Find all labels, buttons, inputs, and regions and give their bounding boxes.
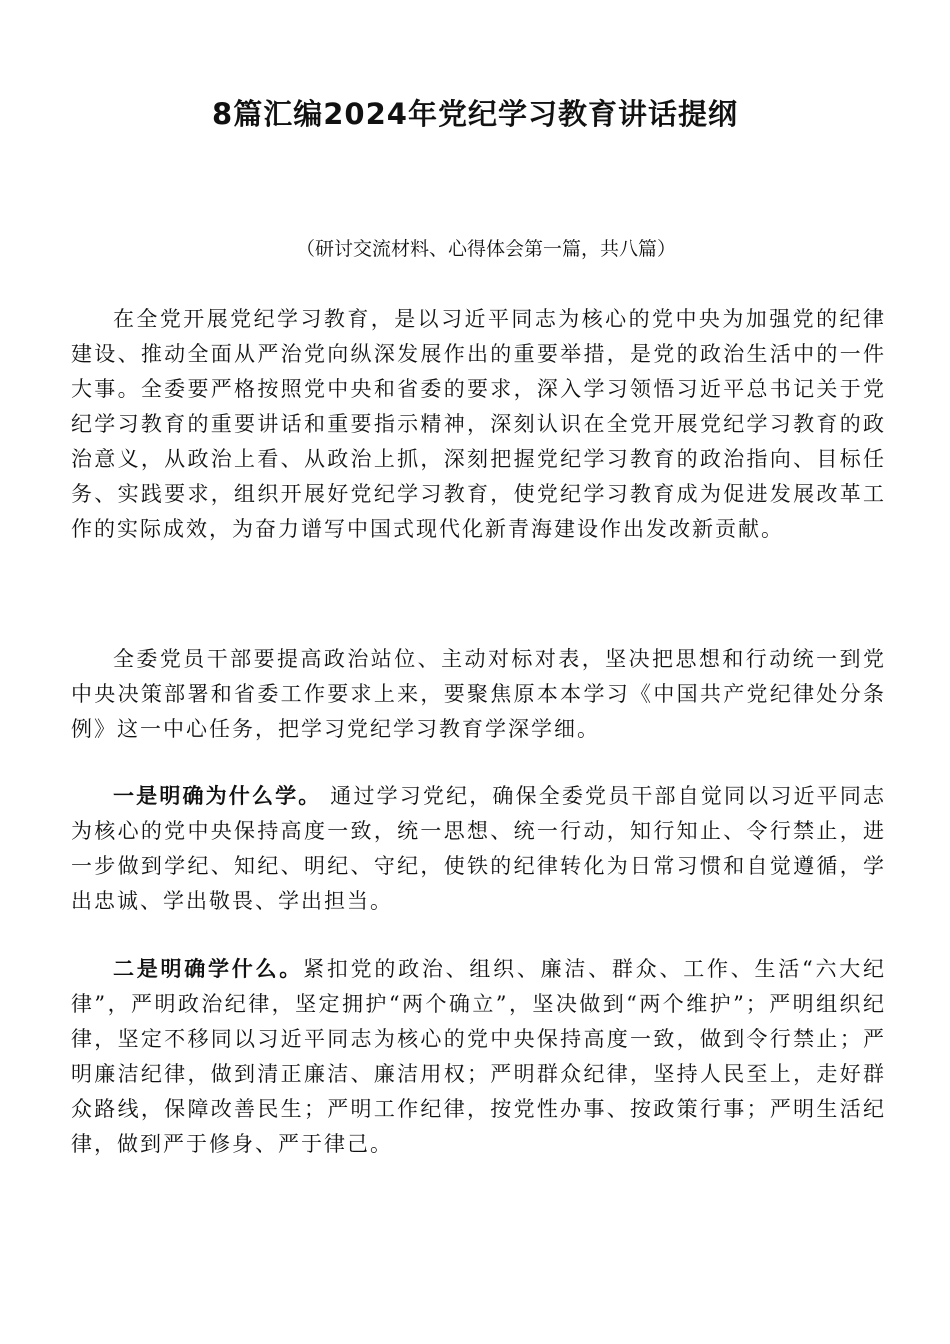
paragraph-study-focus <box>71 642 886 747</box>
document-subtitle: （研讨交流材料、心得体会第一篇，共八篇） <box>296 238 677 260</box>
paragraph-text: 紧扣党的政治、组织、廉洁、群众、工作、生活“六大纪律”，严明政治纪律，坚定拥护“两个确立”，坚决做到“两个维护”；严明组织纪律，坚定不移同以习近平同志为核心的党中央保持高度一致，做到令行禁止；严明廉洁纪律，做到清正廉洁、廉洁用权；严明群众纪律，坚持人民至上，走好群众路线，保障改善民生；严明工作纪律，按党性办事、按政策行事；严明生活纪律，做到严于修身、严于律己。 <box>71 957 887 1156</box>
paragraph-what-study <box>71 952 886 1162</box>
paragraph-lead-heading: 二是明确学什么。 <box>113 957 304 981</box>
document-title: 8篇汇编2024年党纪学习教育讲话提纲 <box>212 97 738 131</box>
paragraph-intro <box>71 302 886 547</box>
paragraph-text: 在全党开展党纪学习教育，是以习近平同志为核心的党中央为加强党的纪律建设、推动全面从严治党向纵深发展作出的重要举措，是党的政治生活中的一件大事。全委要严格按照党中央和省委的要求，深入学习领悟习近平总书记关于党纪学习教育的重要讲话和重要指示精神，深刻认识在全党开展党纪学习教育的政治意义，从政治上看、从政治上抓，深刻把握党纪学习教育的政治指向、目标任务、实践要求，组织开展好党纪学习教育，使党纪学习教育成为促进发展改革工作的实际成效，为奋力谱写中国式现代化新青海建设作出发改新贡献。 <box>71 307 886 541</box>
paragraph-text: 全委党员干部要提高政治站位、主动对标对表，坚决把思想和行动统一到党中央决策部署和省委工作要求上来，要聚焦原本本学习《中国共产党纪律处分条例》这一中心任务，把学习党纪学习教育学深学细。 <box>71 647 886 741</box>
paragraph-why-study <box>71 779 886 919</box>
paragraph-text: 通过学习党纪，确保全委党员干部自觉同以习近平同志为核心的党中央保持高度一致，统一思想、统一行动，知行知止、令行禁止，进一步做到学纪、知纪、明纪、守纪，使铁的纪律转化为日常习惯和自觉遵循，学出忠诚、学出敬畏、学出担当。 <box>71 784 886 913</box>
paragraph-lead-heading: 一是明确为什么学。 <box>113 784 322 808</box>
